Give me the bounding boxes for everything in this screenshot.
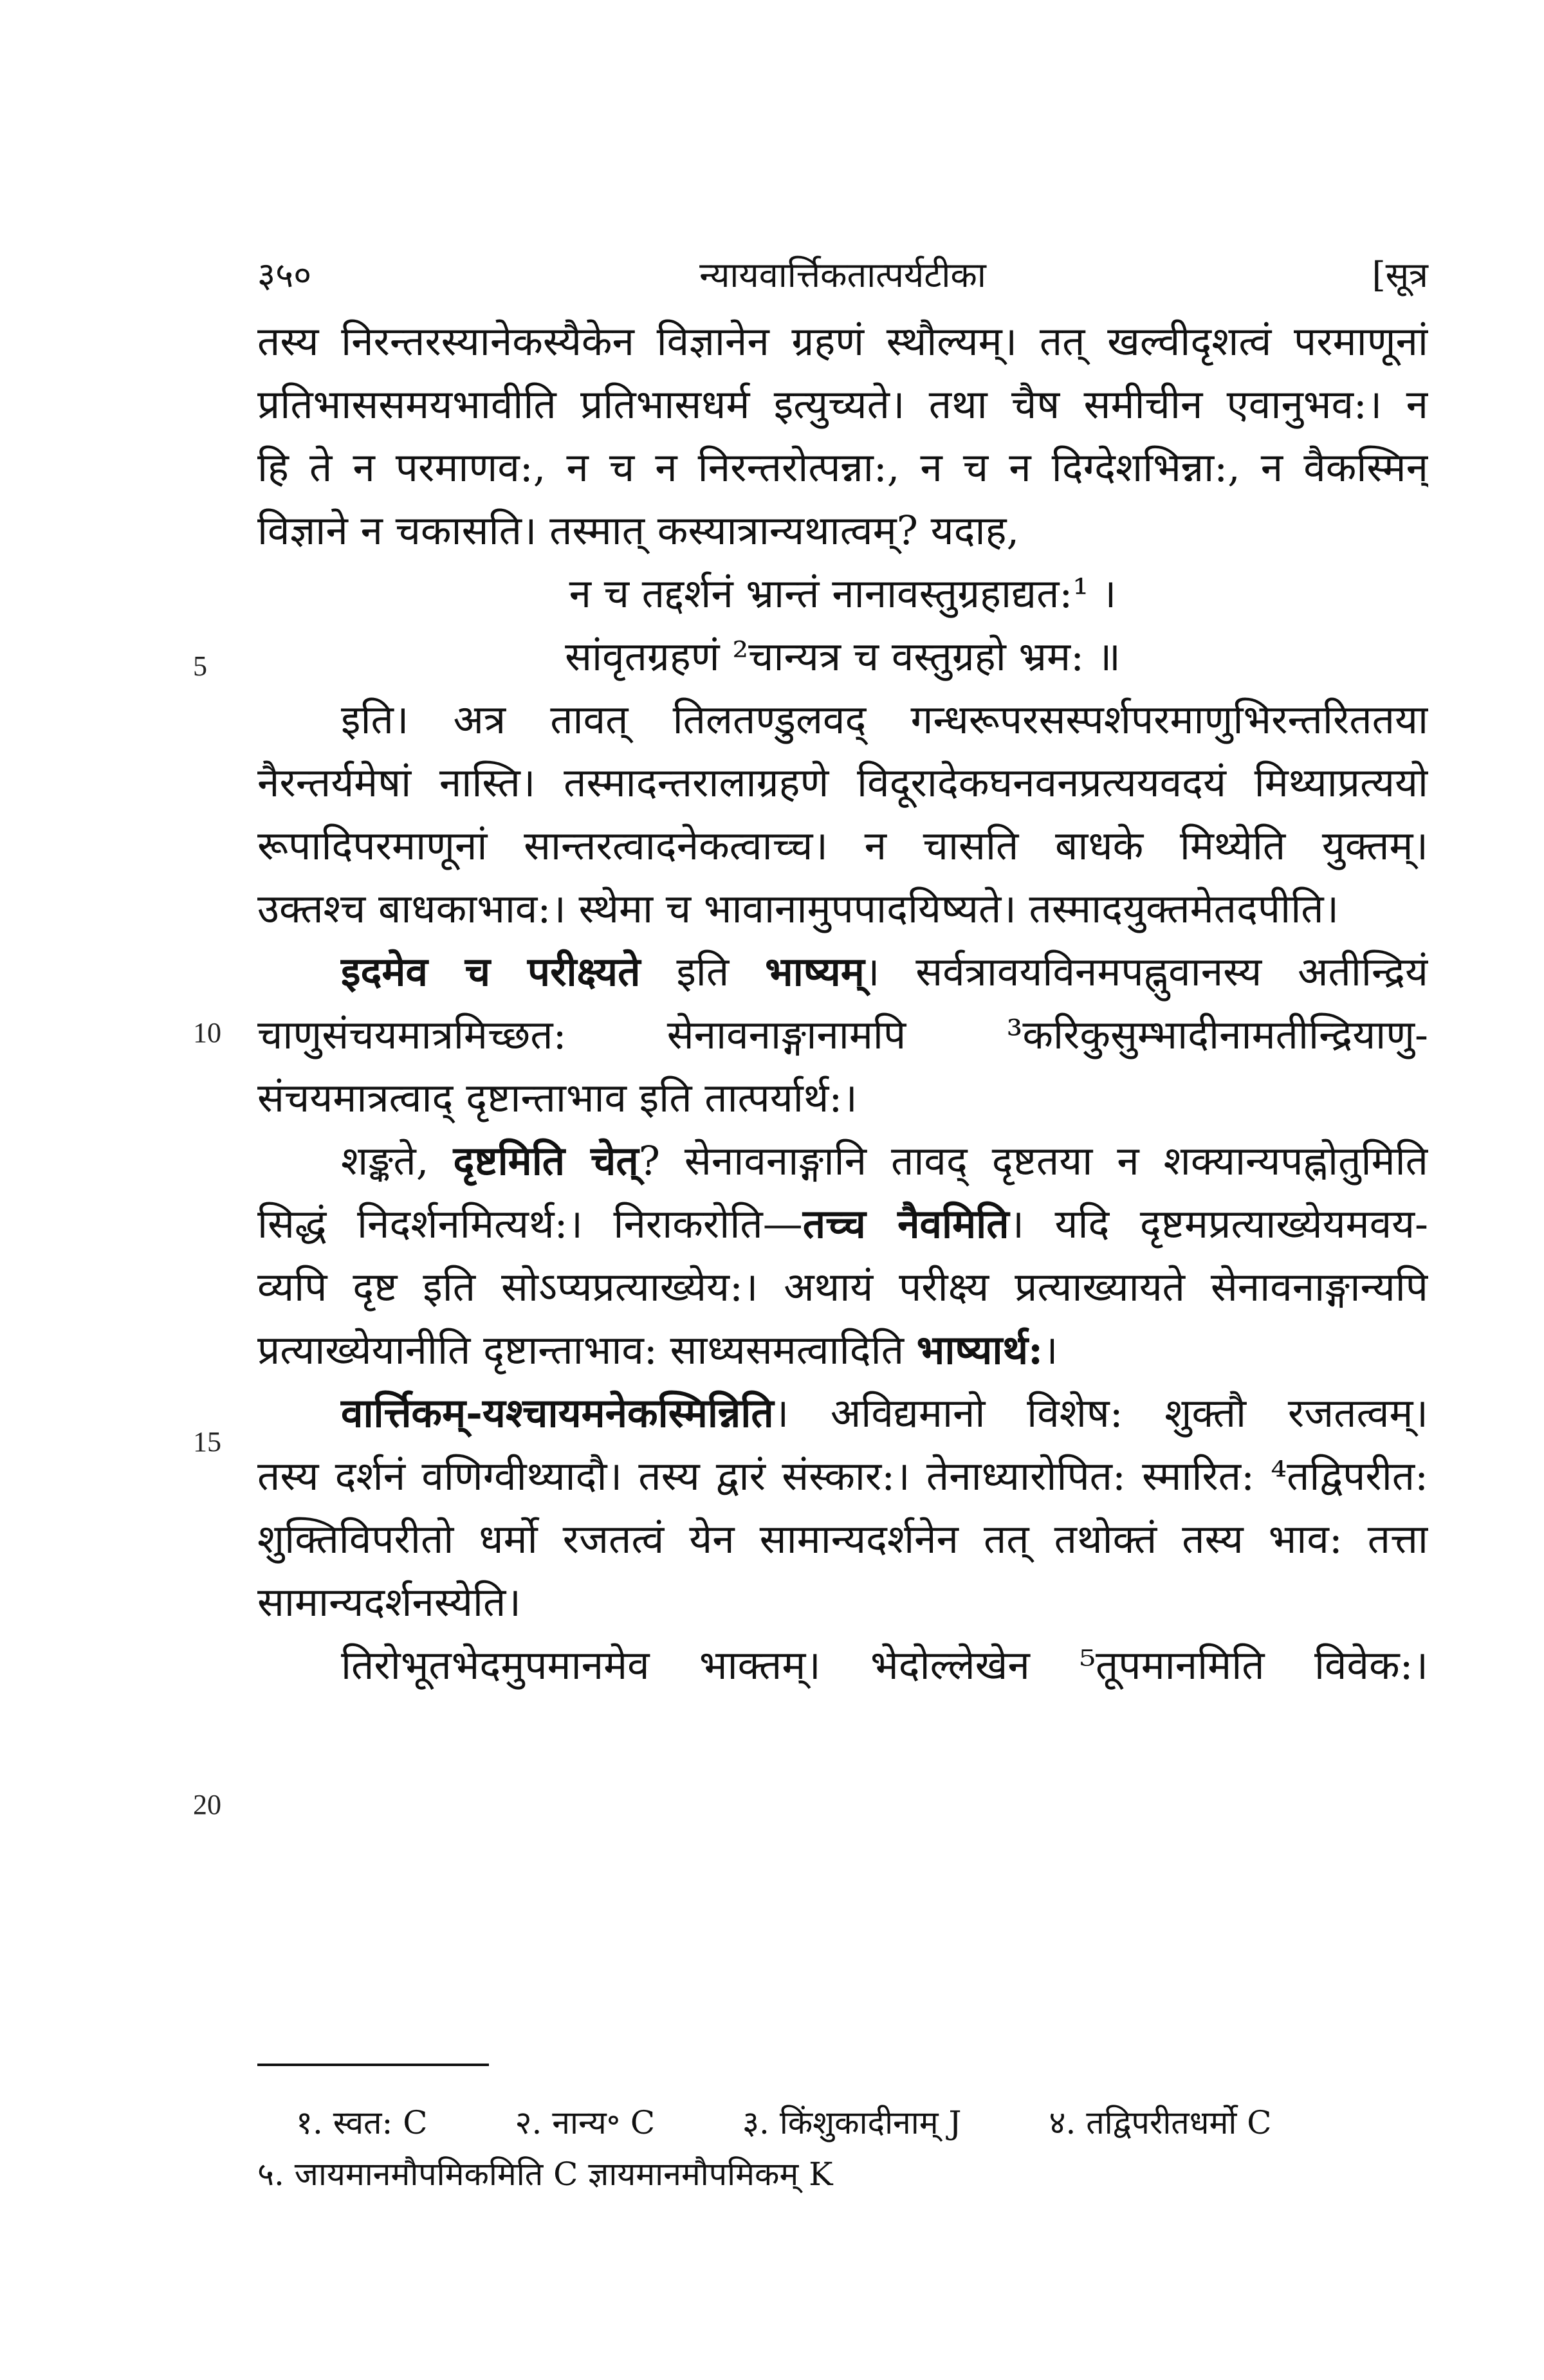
text-line: विज्ञाने न चकासति। तस्मात् कस्यात्रान्यथात्वम्? यदाह, <box>257 507 1020 554</box>
text-line: शङ्कते, दृष्टमिति चेत्? सेनावनाङ्गानि तावद् दृष्टतया न शक्यान्यपह्नोतुमिति <box>341 1137 1428 1184</box>
text-line: सिद्धं निदर्शनमित्यर्थ:। निराकरोति—तच्च नैवमिति। यदि दृष्टमप्रत्याख्येयमवय- <box>257 1200 1428 1247</box>
text-line: इदमेव च परीक्ष्यते इति भाष्यम्। सर्वत्रावयविनमपह्नुवानस्य अतीन्द्रियं <box>341 948 1428 995</box>
section-mark: [सूत्र <box>1372 255 1428 295</box>
text-line: उक्तश्च बाधकाभाव:। स्थेमा च भावानामुपपादयिष्यते। तस्मादयुक्तमेतदपीति। <box>257 885 1339 932</box>
page-header <box>257 238 1428 296</box>
text-line: रूपादिपरमाणूनां सान्तरत्वादनेकत्वाच्च। न चासति बाधके मिथ्येति युक्तम्। <box>257 822 1428 869</box>
text-line: हि ते न परमाणव:, न च न निरन्तरोत्पन्ना:, न च न दिग्देशभिन्ना:, न वैकस्मिन् <box>257 444 1428 491</box>
main-text <box>257 310 1428 1697</box>
bold-term: भाष्यम् <box>765 948 865 995</box>
line-number-5: 5 <box>193 650 207 682</box>
bold-term: तच्च नैवमिति <box>802 1200 1009 1247</box>
footnote: ३. किंशुकादीनाम् J <box>742 2104 962 2141</box>
footnote: २. नान्य॰ C <box>515 2104 656 2141</box>
text-line: संचयमात्रत्वाद् दृष्टान्ताभाव इति तात्पर्यार्थ:। <box>257 1074 858 1121</box>
text-line: चाणुसंचयमात्रमिच्छत: सेनावनाङ्गानामपि ³करिकुसुम्भादीनामतीन्द्रियाणु- <box>257 1011 1428 1058</box>
text-line: व्यपि दृष्ट इति सोऽप्यप्रत्याख्येय:। अथायं परीक्ष्य प्रत्याख्यायते सेनावनाङ्गान्यपि <box>257 1263 1428 1310</box>
text-line: नैरन्तर्यमेषां नास्ति। तस्मादन्तरालाग्रहणे विदूरादेकघनवनप्रत्ययवदयं मिथ्याप्रत्ययो <box>257 759 1428 806</box>
footnote: ५. जायमानमौपमिकमिति C ज्ञायमानमौपमिकम् K <box>257 2156 833 2193</box>
bold-term: वार्त्तिकम्-यश्चायमनेकस्मिन्निति <box>341 1389 774 1436</box>
verse-line: सांवृतग्रहणं ²चान्यत्र च वस्तुग्रहो भ्रम: ॥ <box>565 633 1121 680</box>
text-line: तिरोभूतभेदमुपमानमेव भाक्तम्। भेदोल्लेखेन ⁵तूपमानमिति विवेक:। <box>341 1642 1428 1689</box>
footnote-row <box>257 2097 1428 2148</box>
text-line: तस्य निरन्तरस्यानेकस्यैकेन विज्ञानेन ग्रहणं स्थौल्यम्। तत् खल्वीदृशत्वं परमाणूनां <box>257 318 1428 365</box>
text-line: प्रत्याख्येयानीति दृष्टान्ताभाव: साध्यसमत्वादिति भाष्यार्थ:। <box>257 1326 1058 1373</box>
text-line: वार्त्तिकम्-यश्चायमनेकस्मिन्निति। अविद्यमानो विशेष: शुक्तौ रजतत्वम्। <box>341 1389 1428 1436</box>
footnote: १. स्वत: C <box>296 2104 428 2141</box>
bold-term: भाष्यार्थ: <box>916 1326 1043 1373</box>
verse-line: न च तद्दर्शनं भ्रान्तं नानावस्तुग्रहाद्यत:¹ । <box>569 570 1117 617</box>
page-number: ३५० <box>257 255 312 295</box>
running-title: न्यायवार्त्तिकतात्पर्यटीका <box>699 255 986 295</box>
text-line: इति। अत्र तावत् तिलतण्डुलवद् गन्धरूपरसस्पर्शपरमाणुभिरन्तरिततया <box>341 696 1428 743</box>
footnote-rule <box>257 2064 489 2066</box>
text-line: सामान्यदर्शनस्येति। <box>257 1579 521 1625</box>
text-line: तस्य दर्शनं वणिग्वीथ्यादौ। तस्य द्वारं संस्कार:। तेनाध्यारोपित: स्मारित: ⁴तद्विपरीत: <box>257 1452 1428 1499</box>
line-number-10: 10 <box>193 1017 221 1048</box>
text-line: शुक्तिविपरीतो धर्मो रजतत्वं येन सामान्यदर्शनेन तत् तथोक्तं तस्य भाव: तत्ता <box>257 1515 1428 1562</box>
line-number-20: 20 <box>193 1789 221 1820</box>
bold-term: इदमेव च परीक्ष्यते <box>341 948 641 995</box>
footnotes <box>257 2097 1428 2200</box>
text-line: प्रतिभाससमयभावीति प्रतिभासधर्म इत्युच्यते। तथा चैष समीचीन एवानुभव:। न <box>257 381 1428 428</box>
line-number-15: 15 <box>193 1426 221 1458</box>
bold-term: दृष्टमिति चेत् <box>453 1137 639 1184</box>
footnote: ४. तद्विपरीतधर्मो C <box>1049 2104 1272 2141</box>
footnote-row <box>257 2148 1428 2200</box>
